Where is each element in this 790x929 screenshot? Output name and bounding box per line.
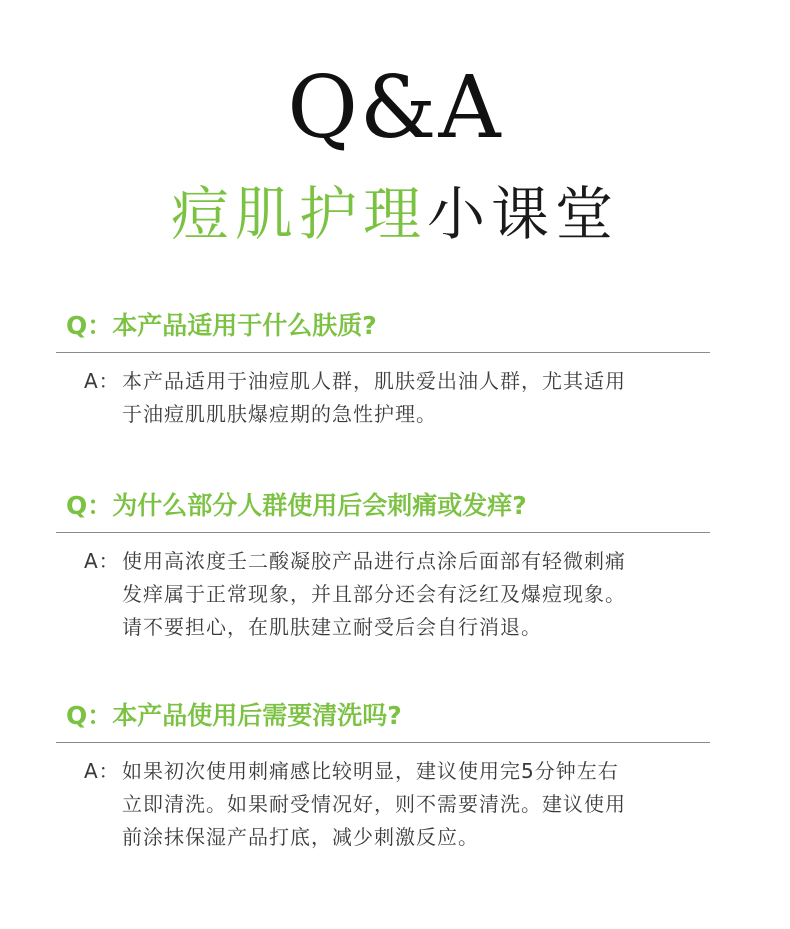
- qa-item: [56, 308, 710, 431]
- page-title: [0, 178, 790, 250]
- answer-line: 发痒属于正常现象，并且部分还会有泛红及爆痘现象。: [122, 582, 626, 606]
- answer-line: 如果初次使用刺痛感比较明显，建议使用完5分钟左右: [122, 759, 619, 783]
- answer-label: A：: [84, 549, 120, 573]
- question-text: Q：本产品使用后需要清洗吗?: [66, 701, 402, 730]
- title-accent: 痘肌护理: [170, 180, 427, 248]
- qa-logo: Q&A: [287, 58, 503, 158]
- answer-line: 于油痘肌肌肤爆痘期的急性护理。: [122, 402, 437, 426]
- divider: [56, 532, 710, 533]
- answer: [56, 545, 710, 644]
- title-rest: 小课堂: [427, 180, 620, 248]
- question-text: Q：为什么部分人群使用后会刺痛或发痒?: [66, 491, 527, 520]
- answer-label: A：: [84, 369, 120, 393]
- answer-line: 请不要担心，在肌肤建立耐受后会自行消退。: [122, 615, 542, 639]
- answer: [56, 365, 710, 431]
- answer-line: 立即清洗。如果耐受情况好，则不需要清洗。建议使用: [122, 792, 626, 816]
- qa-item: [56, 698, 710, 854]
- answer-line: 前涂抹保湿产品打底，减少刺激反应。: [122, 825, 479, 849]
- question-text: Q：本产品适用于什么肤质?: [66, 311, 377, 340]
- answer-line: 使用高浓度壬二酸凝胶产品进行点涂后面部有轻微刺痛: [122, 549, 626, 573]
- answer-line: 本产品适用于油痘肌人群，肌肤爱出油人群，尤其适用: [122, 369, 626, 393]
- divider: [56, 742, 710, 743]
- qa-item: [56, 488, 710, 644]
- divider: [56, 352, 710, 353]
- answer: [56, 755, 710, 854]
- answer-label: A：: [84, 759, 120, 783]
